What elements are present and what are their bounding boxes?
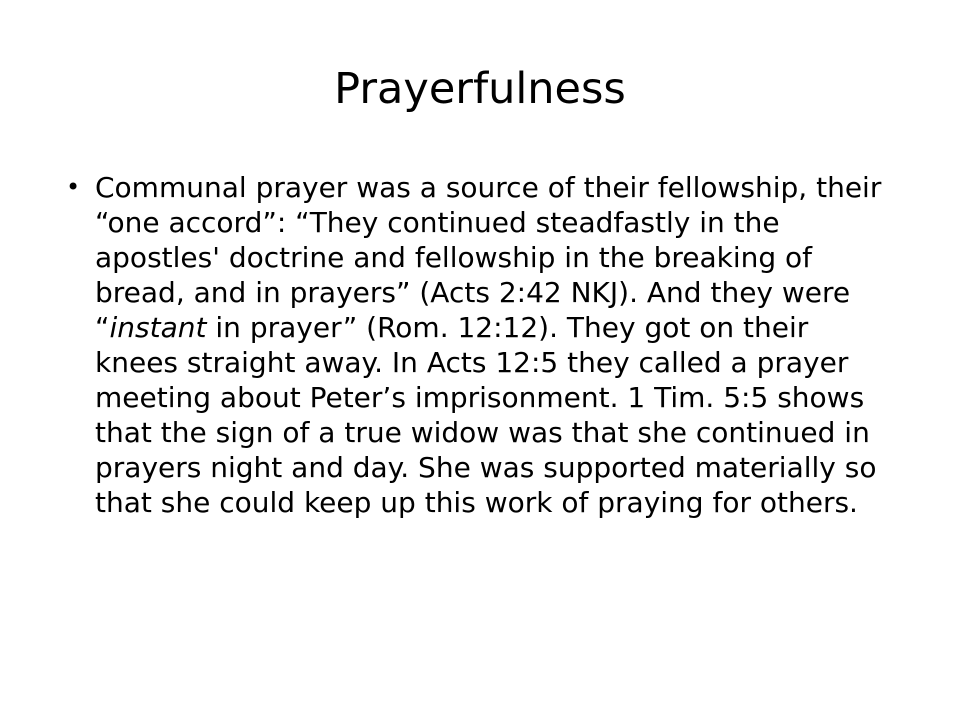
bullet-item [66,170,896,520]
bullet-icon: • [66,173,81,201]
slide-title: Prayerfulness [334,64,626,114]
bullet-text-part1: Communal prayer was a source of their fellowship, their “one accord”: “They continued steadfastly in the apostles' doctrine and fellowship in the breaking of bread, and in prayers” (Acts 2:42 NKJ). And they were “ [95,171,882,344]
bullet-text [95,170,896,520]
bullet-text-emphasis: instant [109,311,207,344]
bullet-list [66,170,896,520]
bullet-text-part2: in prayer” (Rom. 12:12). They got on their knees straight away. In Acts 12:5 they called a prayer meeting about Peter’s imprisonment. 1 Tim. 5:5 shows that the sign of a true widow was that she continued in prayers night and day. She was supported materially so that she could keep up this work of praying for others. [95,311,877,519]
